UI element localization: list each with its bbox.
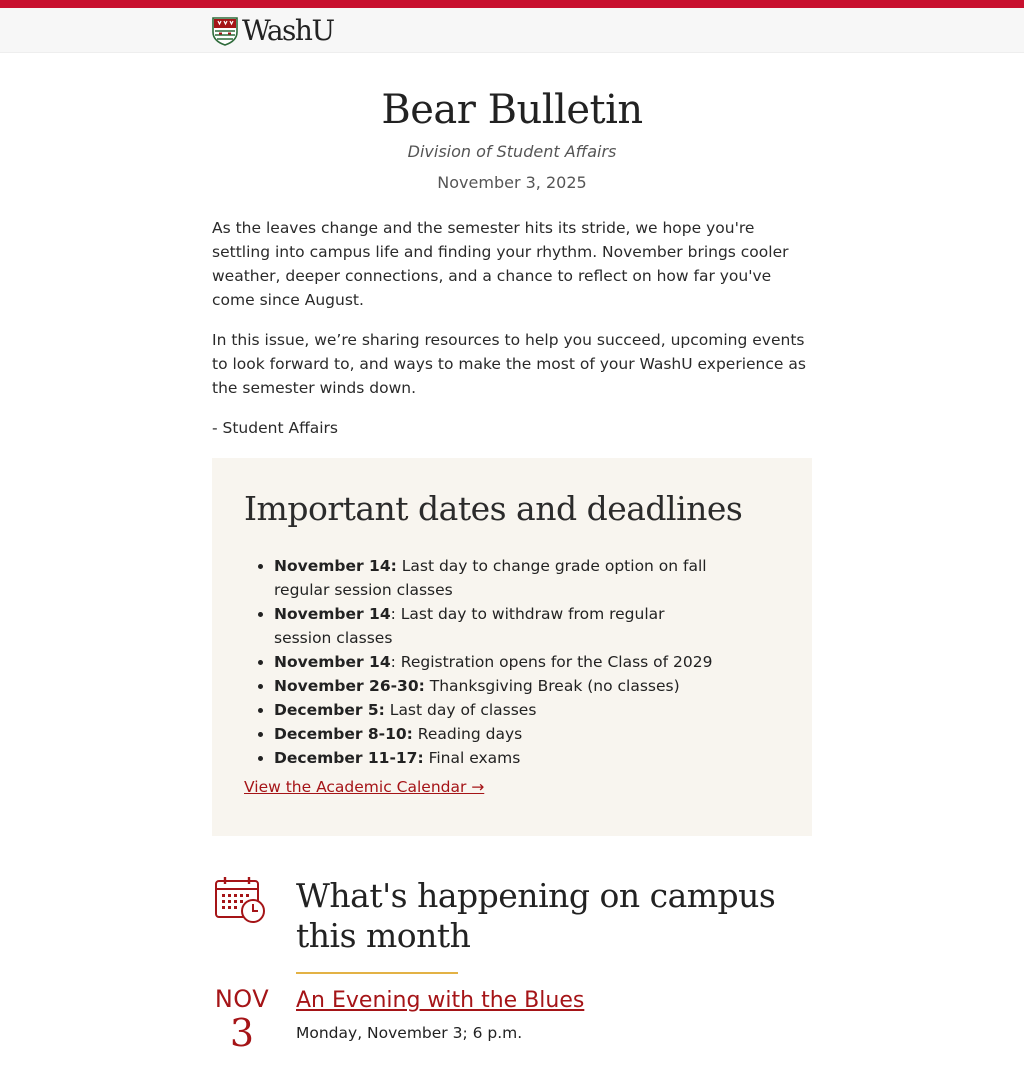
list-item [274, 650, 780, 674]
deadline-date: November 14: [274, 557, 397, 575]
newsletter-subtitle: Division of Student Affairs [407, 142, 617, 161]
deadline-date: November 14 [274, 605, 391, 623]
deadline-date: November 14 [274, 653, 391, 671]
deadline-date: December 8-10: [274, 725, 413, 743]
event-month: NOV [214, 985, 270, 1013]
newsletter-title: Bear Bulletin [381, 87, 643, 133]
event-title-link[interactable]: An Evening with the Blues [296, 988, 585, 1013]
event-body [296, 986, 812, 1042]
list-item [274, 602, 780, 650]
intro-signature: - Student Affairs [212, 419, 338, 437]
list-item [274, 746, 780, 770]
deadline-text: Last day of classes [384, 701, 537, 719]
section-divider [296, 972, 458, 974]
event-date-badge [212, 986, 272, 1054]
events-section [212, 876, 812, 1066]
deadline-text: Thanksgiving Break (no classes) [424, 677, 680, 695]
newsletter-body [212, 88, 812, 1066]
event-time: Monday, November 3; 6 p.m. [296, 1024, 523, 1042]
calendar-clock-icon [214, 876, 268, 926]
deadline-text: Reading days [412, 725, 523, 743]
event-day: 3 [229, 1011, 255, 1055]
deadlines-list [244, 554, 780, 770]
list-item [274, 674, 780, 698]
washu-logo[interactable] [212, 16, 334, 46]
deadlines-heading: Important dates and deadlines [244, 489, 743, 528]
intro-paragraph: As the leaves change and the semester hits its stride, we hope you're settling into campus life and finding your rhythm. November brings cooler weather, deeper connections, and a chance to reflect on how far you've come since August. [212, 219, 789, 309]
logo-wordmark: WashU [242, 14, 334, 47]
intro-section [212, 216, 812, 440]
deadline-text: Last day to change grade option on fall regular session classes [274, 557, 707, 599]
events-heading: What's happening on campus this month [296, 876, 776, 955]
deadline-text: : Last day to withdraw from regular session classes [274, 605, 665, 647]
deadline-date: November 26-30: [274, 677, 425, 695]
list-item [274, 722, 780, 746]
newsletter-date: November 3, 2025 [437, 173, 587, 192]
washu-shield-icon [212, 17, 238, 46]
deadline-text: : Registration opens for the Class of 2029 [390, 653, 713, 671]
brand-top-bar [0, 0, 1024, 8]
deadline-text: Final exams [423, 749, 521, 767]
list-item [274, 554, 780, 602]
intro-paragraph: In this issue, we’re sharing resources to help you succeed, upcoming events to look forward to, and ways to make the most of your WashU experience as the semester winds down. [212, 331, 806, 397]
list-item [274, 698, 780, 722]
deadline-date: December 5: [274, 701, 385, 719]
deadlines-panel [212, 458, 812, 836]
deadline-date: December 11-17: [274, 749, 424, 767]
header [0, 8, 1024, 53]
event-item [212, 986, 812, 1066]
academic-calendar-link[interactable]: View the Academic Calendar → [244, 778, 485, 796]
